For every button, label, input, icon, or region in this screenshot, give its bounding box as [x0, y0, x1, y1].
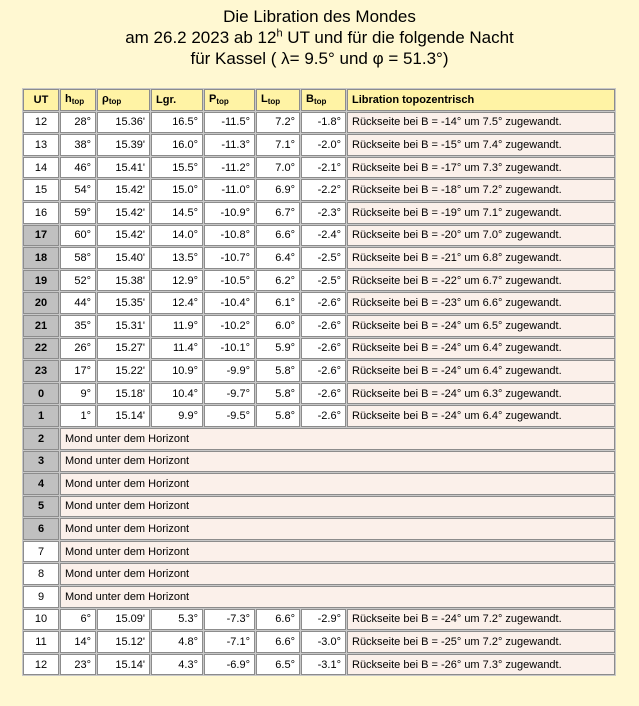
rho-cell: 15.14' [97, 405, 150, 427]
table-row [23, 225, 615, 247]
b-cell: -2.9° [301, 609, 346, 631]
ut-cell: 0 [23, 383, 59, 405]
ut-cell: 23 [23, 360, 59, 382]
h-cell: 14° [60, 631, 96, 653]
rho-cell: 15.18' [97, 383, 150, 405]
lgr-cell: 16.0° [151, 134, 203, 156]
table-row [23, 247, 615, 269]
l-cell: 5.8° [256, 405, 300, 427]
title-line-2-sup: h [276, 27, 283, 40]
l-cell: 7.0° [256, 157, 300, 179]
table-row [23, 360, 615, 382]
ut-cell: 3 [23, 451, 59, 473]
ut-cell: 1 [23, 405, 59, 427]
p-cell: -9.9° [204, 360, 255, 382]
table-row [23, 383, 615, 405]
ut-cell: 15 [23, 179, 59, 201]
p-cell: -11.5° [204, 112, 255, 134]
table-row [23, 518, 615, 540]
rho-cell: 15.38' [97, 270, 150, 292]
lgr-cell: 9.9° [151, 405, 203, 427]
libration-text-cell: Rückseite bei B = -24° um 6.3° zugewandt. [347, 383, 615, 405]
ut-cell: 19 [23, 270, 59, 292]
col-p-sub: top [216, 97, 229, 107]
below-horizon-cell: Mond unter dem Horizont [60, 428, 615, 450]
libration-text-cell: Rückseite bei B = -20° um 7.0° zugewandt. [347, 225, 615, 247]
table-row [23, 292, 615, 314]
table-row [23, 609, 615, 631]
ut-cell: 7 [23, 541, 59, 563]
below-horizon-cell: Mond unter dem Horizont [60, 496, 615, 518]
table-row [23, 405, 615, 427]
col-libration-header: Libration topozentrisch [347, 89, 615, 111]
p-cell: -10.7° [204, 247, 255, 269]
p-cell: -10.5° [204, 270, 255, 292]
col-p-main: P [209, 93, 217, 106]
p-cell: -9.7° [204, 383, 255, 405]
libration-text-cell: Rückseite bei B = -21° um 6.8° zugewandt. [347, 247, 615, 269]
lgr-cell: 10.9° [151, 360, 203, 382]
libration-text-cell: Rückseite bei B = -26° um 7.3° zugewandt. [347, 654, 615, 676]
table-row [23, 112, 615, 134]
table-row [23, 541, 615, 563]
lgr-cell: 11.9° [151, 315, 203, 337]
p-cell: -11.0° [204, 179, 255, 201]
b-cell: -1.8° [301, 112, 346, 134]
l-cell: 6.0° [256, 315, 300, 337]
p-cell: -9.5° [204, 405, 255, 427]
libration-text-cell: Rückseite bei B = -19° um 7.1° zugewandt. [347, 202, 615, 224]
h-cell: 9° [60, 383, 96, 405]
b-cell: -2.3° [301, 202, 346, 224]
h-cell: 38° [60, 134, 96, 156]
title-line-3: für Kassel ( λ= 9.5° und φ = 51.3°) [190, 49, 449, 68]
below-horizon-cell: Mond unter dem Horizont [60, 563, 615, 585]
ut-cell: 17 [23, 225, 59, 247]
l-cell: 7.1° [256, 134, 300, 156]
below-horizon-cell: Mond unter dem Horizont [60, 541, 615, 563]
p-cell: -10.8° [204, 225, 255, 247]
rho-cell: 15.09' [97, 609, 150, 631]
table-row [23, 202, 615, 224]
ut-cell: 9 [23, 586, 59, 608]
l-cell: 6.2° [256, 270, 300, 292]
b-cell: -2.1° [301, 157, 346, 179]
rho-cell: 15.36' [97, 112, 150, 134]
p-cell: -7.3° [204, 609, 255, 631]
h-cell: 44° [60, 292, 96, 314]
rho-cell: 15.39' [97, 134, 150, 156]
p-cell: -10.1° [204, 338, 255, 360]
ut-cell: 5 [23, 496, 59, 518]
libration-text-cell: Rückseite bei B = -17° um 7.3° zugewandt. [347, 157, 615, 179]
col-rho-header [97, 89, 150, 111]
h-cell: 52° [60, 270, 96, 292]
lgr-cell: 10.4° [151, 383, 203, 405]
h-cell: 46° [60, 157, 96, 179]
col-b-main: B [306, 93, 314, 106]
table-row [23, 654, 615, 676]
lgr-cell: 15.5° [151, 157, 203, 179]
b-cell: -2.6° [301, 338, 346, 360]
b-cell: -2.6° [301, 360, 346, 382]
table-row [23, 157, 615, 179]
p-cell: -7.1° [204, 631, 255, 653]
table-row [23, 134, 615, 156]
table-row [23, 563, 615, 585]
lgr-cell: 12.9° [151, 270, 203, 292]
lgr-cell: 13.5° [151, 247, 203, 269]
rho-cell: 15.35' [97, 292, 150, 314]
ut-cell: 18 [23, 247, 59, 269]
l-cell: 6.5° [256, 654, 300, 676]
table-row [23, 338, 615, 360]
libration-text-cell: Rückseite bei B = -24° um 6.4° zugewandt. [347, 338, 615, 360]
libration-text-cell: Rückseite bei B = -22° um 6.7° zugewandt. [347, 270, 615, 292]
col-l-header [256, 89, 300, 111]
table-row [23, 315, 615, 337]
ut-cell: 16 [23, 202, 59, 224]
h-cell: 59° [60, 202, 96, 224]
b-cell: -3.1° [301, 654, 346, 676]
h-cell: 60° [60, 225, 96, 247]
lgr-cell: 4.3° [151, 654, 203, 676]
ut-cell: 12 [23, 654, 59, 676]
b-cell: -2.5° [301, 270, 346, 292]
below-horizon-cell: Mond unter dem Horizont [60, 451, 615, 473]
below-horizon-cell: Mond unter dem Horizont [60, 586, 615, 608]
table-row [23, 451, 615, 473]
b-cell: -3.0° [301, 631, 346, 653]
col-rho-sub: top [108, 97, 122, 107]
l-cell: 6.4° [256, 247, 300, 269]
rho-cell: 15.27' [97, 338, 150, 360]
col-ut-header: UT [23, 89, 59, 111]
rho-cell: 15.14' [97, 654, 150, 676]
title-line-2-post: UT und für die folgende Nacht [282, 28, 514, 47]
title-line-1: Die Libration des Mondes [223, 7, 416, 26]
libration-text-cell: Rückseite bei B = -24° um 6.4° zugewandt. [347, 360, 615, 382]
lgr-cell: 14.0° [151, 225, 203, 247]
l-cell: 6.9° [256, 179, 300, 201]
ut-cell: 12 [23, 112, 59, 134]
table-row [23, 428, 615, 450]
col-p-header [204, 89, 255, 111]
rho-cell: 15.42' [97, 179, 150, 201]
header-row [23, 89, 615, 111]
col-b-header [301, 89, 346, 111]
p-cell: -10.2° [204, 315, 255, 337]
lgr-cell: 16.5° [151, 112, 203, 134]
h-cell: 58° [60, 247, 96, 269]
lgr-cell: 12.4° [151, 292, 203, 314]
ut-cell: 6 [23, 518, 59, 540]
ut-cell: 14 [23, 157, 59, 179]
rho-cell: 15.31' [97, 315, 150, 337]
libration-text-cell: Rückseite bei B = -24° um 6.5° zugewandt. [347, 315, 615, 337]
col-h-main: h [65, 93, 72, 106]
ut-cell: 8 [23, 563, 59, 585]
p-cell: -11.3° [204, 134, 255, 156]
l-cell: 6.6° [256, 609, 300, 631]
col-b-sub: top [313, 97, 327, 107]
b-cell: -2.4° [301, 225, 346, 247]
lgr-cell: 4.8° [151, 631, 203, 653]
table-body [23, 112, 615, 676]
libration-text-cell: Rückseite bei B = -15° um 7.4° zugewandt. [347, 134, 615, 156]
table-row [23, 270, 615, 292]
lgr-cell: 5.3° [151, 609, 203, 631]
h-cell: 35° [60, 315, 96, 337]
l-cell: 6.6° [256, 631, 300, 653]
libration-text-cell: Rückseite bei B = -23° um 6.6° zugewandt. [347, 292, 615, 314]
lgr-cell: 15.0° [151, 179, 203, 201]
h-cell: 28° [60, 112, 96, 134]
b-cell: -2.6° [301, 405, 346, 427]
libration-text-cell: Rückseite bei B = -14° um 7.5° zugewandt. [347, 112, 615, 134]
h-cell: 26° [60, 338, 96, 360]
lgr-cell: 11.4° [151, 338, 203, 360]
l-cell: 5.8° [256, 360, 300, 382]
ut-cell: 20 [23, 292, 59, 314]
libration-text-cell: Rückseite bei B = -24° um 7.2° zugewandt. [347, 609, 615, 631]
rho-cell: 15.42' [97, 225, 150, 247]
b-cell: -2.5° [301, 247, 346, 269]
page-title [0, 6, 639, 69]
libration-text-cell: Rückseite bei B = -24° um 6.4° zugewandt. [347, 405, 615, 427]
ut-cell: 4 [23, 473, 59, 495]
title-line-2 [0, 27, 639, 48]
table-row [23, 179, 615, 201]
h-cell: 1° [60, 405, 96, 427]
b-cell: -2.6° [301, 315, 346, 337]
col-l-sub: top [267, 97, 281, 107]
ut-cell: 11 [23, 631, 59, 653]
l-cell: 7.2° [256, 112, 300, 134]
rho-cell: 15.12' [97, 631, 150, 653]
rho-cell: 15.40' [97, 247, 150, 269]
l-cell: 5.9° [256, 338, 300, 360]
ut-cell: 13 [23, 134, 59, 156]
table-row [23, 473, 615, 495]
below-horizon-cell: Mond unter dem Horizont [60, 518, 615, 540]
col-l-main: L [261, 93, 268, 106]
table-row [23, 586, 615, 608]
p-cell: -6.9° [204, 654, 255, 676]
h-cell: 6° [60, 609, 96, 631]
rho-cell: 15.42' [97, 202, 150, 224]
ut-cell: 22 [23, 338, 59, 360]
l-cell: 6.1° [256, 292, 300, 314]
lgr-cell: 14.5° [151, 202, 203, 224]
col-h-sub: top [71, 97, 85, 107]
h-cell: 23° [60, 654, 96, 676]
rho-cell: 15.41' [97, 157, 150, 179]
col-h-header [60, 89, 96, 111]
col-lgr-header: Lgr. [151, 89, 203, 111]
l-cell: 6.7° [256, 202, 300, 224]
ut-cell: 10 [23, 609, 59, 631]
l-cell: 5.8° [256, 383, 300, 405]
b-cell: -2.6° [301, 383, 346, 405]
b-cell: -2.0° [301, 134, 346, 156]
p-cell: -11.2° [204, 157, 255, 179]
below-horizon-cell: Mond unter dem Horizont [60, 473, 615, 495]
rho-cell: 15.22' [97, 360, 150, 382]
col-rho-main: ρ [102, 93, 109, 106]
ut-cell: 21 [23, 315, 59, 337]
p-cell: -10.4° [204, 292, 255, 314]
h-cell: 54° [60, 179, 96, 201]
b-cell: -2.2° [301, 179, 346, 201]
libration-text-cell: Rückseite bei B = -18° um 7.2° zugewandt. [347, 179, 615, 201]
h-cell: 17° [60, 360, 96, 382]
libration-table [22, 88, 616, 676]
ut-cell: 2 [23, 428, 59, 450]
table-row [23, 631, 615, 653]
libration-text-cell: Rückseite bei B = -25° um 7.2° zugewandt. [347, 631, 615, 653]
l-cell: 6.6° [256, 225, 300, 247]
title-line-2-pre: am 26.2 2023 ab 12 [125, 28, 277, 47]
p-cell: -10.9° [204, 202, 255, 224]
table-row [23, 496, 615, 518]
b-cell: -2.6° [301, 292, 346, 314]
